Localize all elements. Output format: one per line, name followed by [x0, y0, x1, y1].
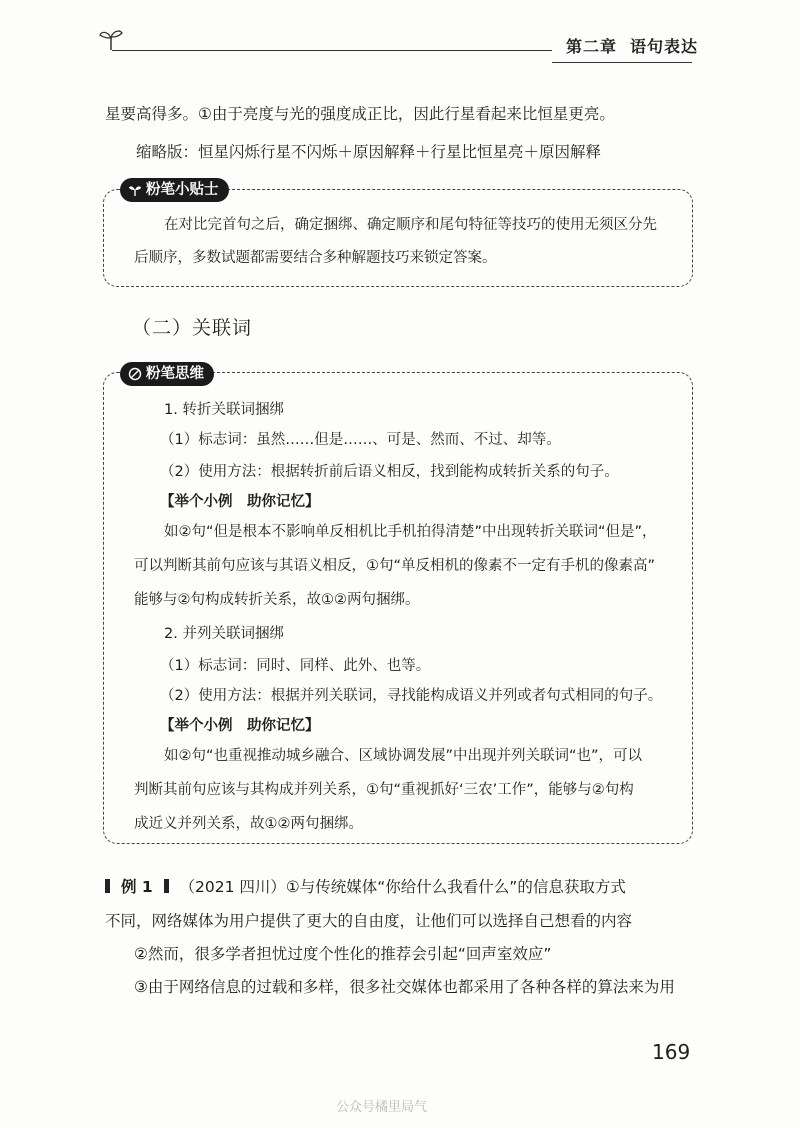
thinking-line: 1. 转折关联词捆绑	[164, 402, 284, 418]
chapter-title: 语句表达	[630, 37, 699, 56]
intro-line-1: 星要高得多。①由于亮度与光的强度成正比，因此行星看起来比恒星更亮。	[105, 105, 615, 123]
header-rule	[112, 50, 552, 51]
thinking-label: 粉笔思维	[146, 366, 204, 382]
thinking-line: 成近义并列关系，故①②两句捆绑。	[134, 816, 363, 832]
example-tag: 【举个小例 助你记忆】	[160, 494, 320, 510]
thinking-line: （2）使用方法：根据转折前后语义相反，找到能构成转折关系的句子。	[160, 464, 619, 480]
chapter-label: 第二章	[566, 37, 618, 56]
section-heading: （二）关联词	[132, 317, 253, 339]
thinking-line: 如②句“但是根本不影响单反相机比手机拍得清楚”中出现转折关联词“但是”，	[164, 524, 657, 540]
example-marker-left	[105, 879, 110, 893]
thinking-line: （1）标志词：同时、同样、此外、也等。	[160, 658, 431, 674]
tip-label-pill	[120, 178, 229, 202]
page-number: 169	[652, 1040, 691, 1064]
tip-line-2: 后顺序，多数试题都需要结合多种解题技巧来锁定答案。	[134, 250, 497, 266]
example-line-2: 不同，网络媒体为用户提供了更大的自由度，让他们可以选择自己想看的内容	[105, 912, 633, 930]
example-marker-right	[164, 879, 169, 893]
thinking-line: 可以判断其前句应该与其语义相反，①句“单反相机的像素不一定有手机的像素高”	[134, 558, 656, 574]
chalk-icon	[128, 367, 142, 381]
header-rule-right	[552, 62, 692, 63]
tip-label: 粉笔小贴士	[146, 182, 219, 198]
watermark: 公众号橘里局气	[336, 1100, 428, 1115]
intro-line-2: 缩略版：恒星闪烁行星不闪烁＋原因解释＋行星比恒星亮＋原因解释	[136, 143, 602, 161]
tip-box	[103, 189, 693, 287]
example-tag: 【举个小例 助你记忆】	[160, 718, 320, 734]
thinking-line: 2. 并列关联词捆绑	[164, 626, 284, 642]
thinking-line: 能够与②句构成转折关系，故①②两句捆绑。	[134, 592, 420, 608]
example-line-4: ③由于网络信息的过载和多样，很多社交媒体也都采用了各种各样的算法来为用	[134, 978, 675, 996]
example-line-3: ②然而，很多学者担忧过度个性化的推荐会引起“回声室效应”	[134, 945, 552, 963]
thinking-line: （2）使用方法：根据并列关联词，寻找能构成语义并列或者句式相同的句子。	[160, 688, 663, 704]
example-label: 例 1	[120, 878, 153, 896]
thinking-label-pill	[120, 362, 214, 386]
tip-line-1: 在对比完首句之后，确定捆绑、确定顺序和尾句特征等技巧的使用无须区分先	[164, 217, 657, 233]
sprout-icon	[128, 183, 142, 197]
thinking-line: 如②句“也重视推动城乡融合、区域协调发展”中出现并列关联词“也”，可以	[164, 748, 643, 764]
thinking-line: （1）标志词：虽然……但是……、可是、然而、不过、却等。	[160, 432, 561, 448]
thinking-line: 判断其前句应该与其构成并列关系，①句“重视抓好‘三农’工作”，能够与②句构	[134, 782, 634, 798]
example-source: （2021 四川）①与传统媒体“你给什么我看什么”的信息获取方式	[179, 878, 626, 896]
sprout-icon	[98, 26, 124, 52]
example-line-1	[105, 877, 626, 897]
